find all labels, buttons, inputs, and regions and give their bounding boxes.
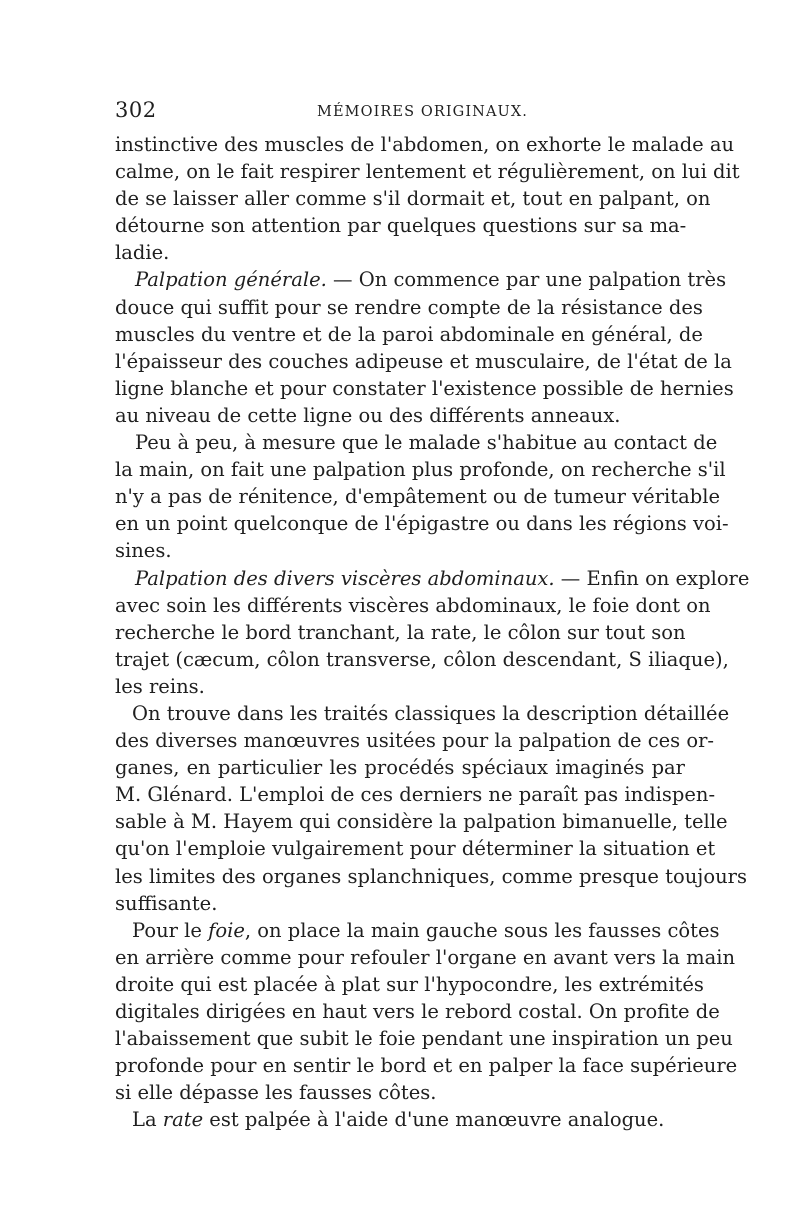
text-line [115,917,720,944]
text-span: est palpée à l'aide d'une manœuvre analogue. [203,1108,665,1132]
text-span: — Enfin on explore [554,566,750,590]
section-title-palpation-generale: Palpation générale. [135,268,327,292]
text-line: si elle dépasse les fausses côtes. [115,1081,437,1105]
text-line: au niveau de cette ligne ou des différents anneaux. [115,403,621,427]
text-line: On trouve dans les traités classiques la description détaillée [132,701,730,725]
text-line: M. Glénard. L'emploi de ces derniers ne paraît pas indispen- [115,783,716,807]
page-number: 302 [115,98,157,122]
text-line [115,1106,685,1133]
text-line: l'abaissement que subit le foie pendant une inspiration un peu [115,1027,733,1051]
body-text [115,131,750,1133]
text-line: en arrière comme pour refouler l'organe en avant vers la main [115,945,736,969]
text-line: la main, on fait une palpation plus profonde, on recherche s'il [115,458,726,482]
text-line: trajet (cæcum, côlon transverse, côlon descendant, S iliaque), [115,647,729,671]
text-line: avec soin les différents viscères abdominaux, le foie dont on [115,593,711,617]
text-line: les reins. [115,674,205,698]
text-line: ligne blanche et pour constater l'existence possible de hernies [115,376,734,400]
text-line: sable à M. Hayem qui considère la palpation bimanuelle, telle [115,810,728,834]
text-line: muscles du ventre et de la paroi abdominale en général, de [115,322,703,346]
text-line: profonde pour en sentir le bord et en palper la face supérieure [115,1054,738,1078]
page-header [115,98,685,128]
text-line [115,266,727,293]
italic-word-foie: foie [208,918,245,942]
text-span: — On commence par une palpation très [326,268,727,292]
running-head: MÉMOIRES ORIGINAUX. [317,104,528,120]
text-line: instinctive des muscles de l'abdomen, on exhorte le malade au [115,133,735,156]
text-line: des diverses manœuvres usitées pour la palpation de ces or- [115,729,715,753]
text-line: calme, on le fait respirer lentement et régulièrement, on lui dit [115,160,740,184]
text-line: ladie. [115,241,170,265]
text-span: , on place la main gauche sous les fausses côtes [244,918,720,942]
text-line: Peu à peu, à mesure que le malade s'habitue au contact de [135,431,718,455]
text-line: qu'on l'emploie vulgairement pour déterminer la situation et [115,837,716,861]
text-line: détourne son attention par quelques questions sur sa ma- [115,214,687,238]
text-line: digitales dirigées en haut vers le rebord costal. On profite de [115,1000,720,1023]
text-line: suffisante. [115,891,218,915]
text-line: douce qui suffit pour se rendre compte de la résistance des [115,295,703,319]
section-title-palpation-visceres: Palpation des divers viscères abdominaux. [135,566,555,590]
text-line [115,565,750,592]
text-line: droite qui est placée à plat sur l'hypocondre, les extrémités [115,972,704,996]
text-line: l'épaisseur des couches adipeuse et musculaire, de l'état de la [115,349,732,373]
italic-word-rate: rate [162,1108,204,1132]
text-line: ganes, en particulier les procédés spéciaux imaginés par [115,756,685,780]
text-line: les limites des organes splanchniques, comme presque toujours [115,864,747,888]
text-line: n'y a pas de rénitence, d'empâtement ou de tumeur véritable [115,485,720,509]
text-line: recherche le bord tranchant, la rate, le côlon sur tout son [115,620,686,644]
text-span: Pour le [132,918,209,942]
text-line: de se laisser aller comme s'il dormait et, tout en palpant, on [115,187,711,211]
text-line: en un point quelconque de l'épigastre ou dans les régions voi- [115,512,729,536]
text-line: sines. [115,539,172,563]
text-span: La [132,1108,163,1132]
